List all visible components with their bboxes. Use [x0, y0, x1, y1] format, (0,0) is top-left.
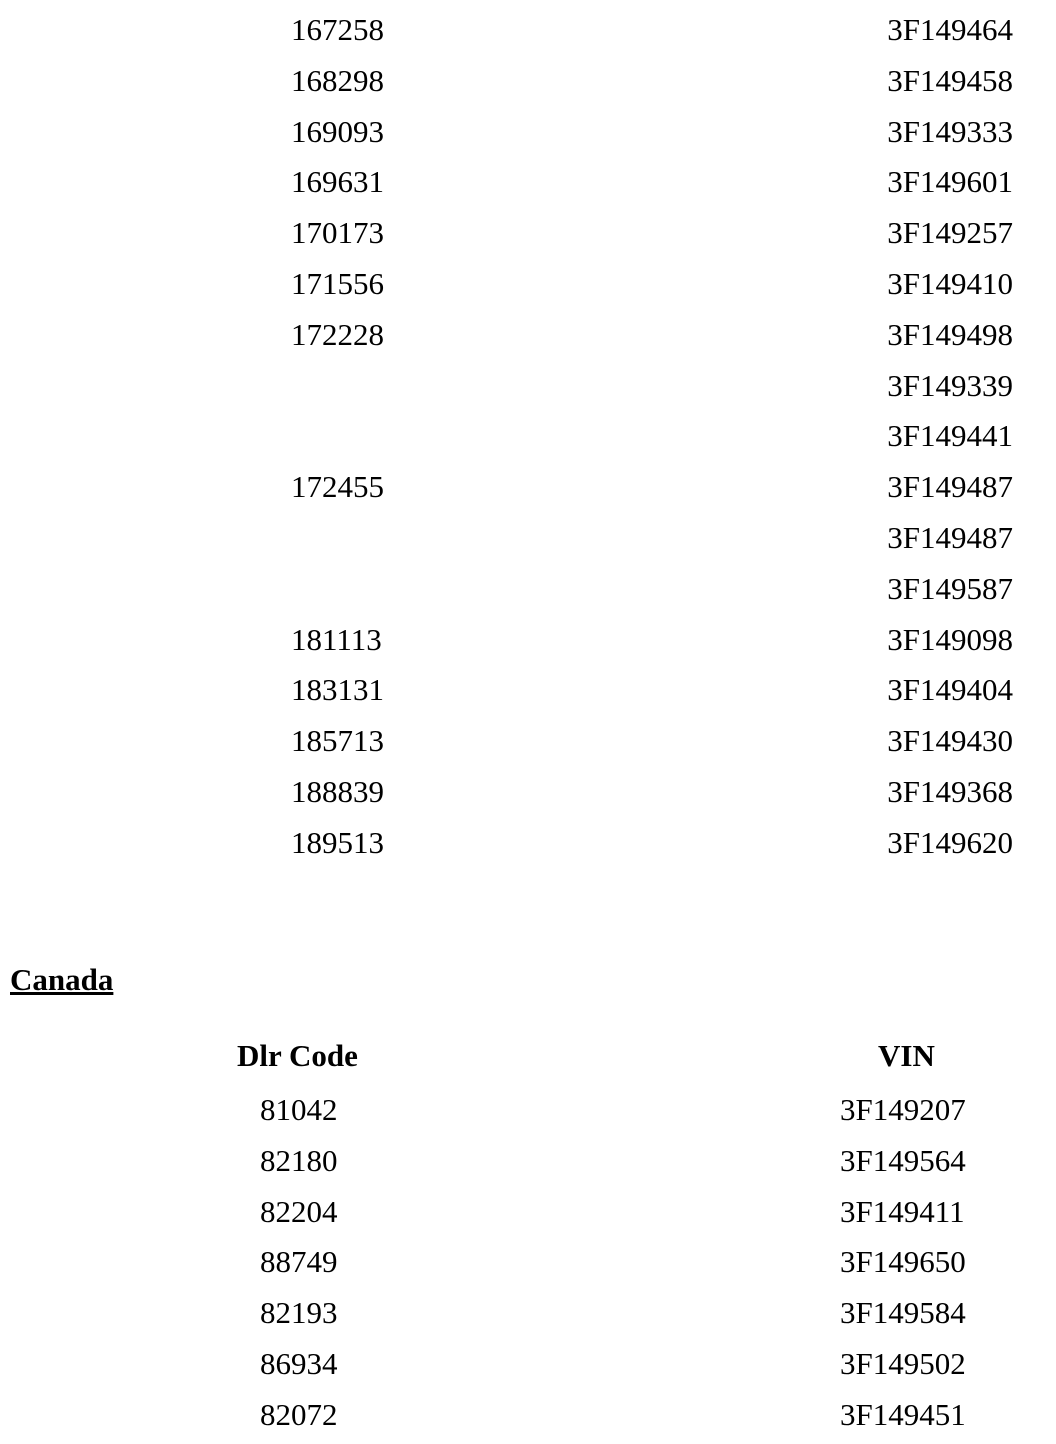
canada-dealer-vin-table	[0, 1088, 1056, 1444]
vin: 3F149620	[887, 824, 1013, 860]
dealer-code: 172455	[291, 469, 384, 505]
table-row	[0, 160, 1056, 211]
vin: 3F149587	[887, 570, 1013, 606]
dealer-code: 181113	[291, 621, 382, 657]
dealer-code: 82180	[260, 1142, 338, 1178]
dealer-code: 169093	[291, 113, 384, 149]
vin: 3F149404	[887, 672, 1013, 708]
top-dealer-vin-table	[0, 8, 1056, 872]
dealer-code: 185713	[291, 723, 384, 759]
table-row	[0, 1393, 1056, 1444]
vin: 3F149464	[887, 12, 1013, 47]
table-row	[0, 618, 1056, 669]
table-row	[0, 770, 1056, 821]
vin: 3F149601	[887, 164, 1013, 200]
dealer-code: 86934	[260, 1345, 338, 1381]
canada-table-header	[0, 1038, 1056, 1082]
table-row	[0, 110, 1056, 161]
dealer-code: 82193	[260, 1295, 338, 1331]
vin: 3F149487	[887, 519, 1013, 555]
table-row	[0, 59, 1056, 110]
table-row	[0, 1088, 1056, 1139]
dealer-code: 81042	[260, 1092, 338, 1127]
table-row	[0, 1240, 1056, 1291]
vin: 3F149207	[840, 1092, 966, 1127]
vin: 3F149410	[887, 265, 1013, 301]
table-row	[0, 1139, 1056, 1190]
dealer-code: 169631	[291, 164, 384, 200]
dealer-code: 88749	[260, 1244, 338, 1280]
table-row	[0, 1342, 1056, 1393]
vin: 3F149564	[840, 1142, 966, 1178]
vin: 3F149098	[887, 621, 1013, 657]
vin: 3F149502	[840, 1345, 966, 1381]
dealer-code: 167258	[291, 12, 384, 47]
table-row	[0, 1291, 1056, 1342]
column-header-dlr-code: Dlr Code	[237, 1038, 358, 1073]
vin: 3F149333	[887, 113, 1013, 149]
dealer-code: 170173	[291, 215, 384, 251]
vin: 3F149451	[840, 1396, 966, 1432]
vin: 3F149368	[887, 773, 1013, 809]
dealer-code: 168298	[291, 62, 384, 98]
vin: 3F149339	[887, 367, 1013, 403]
table-row	[0, 668, 1056, 719]
table-row	[0, 313, 1056, 364]
dealer-code: 82072	[260, 1396, 338, 1432]
vin: 3F149441	[887, 418, 1013, 454]
table-row	[0, 364, 1056, 415]
vin: 3F149257	[887, 215, 1013, 251]
column-header-vin: VIN	[878, 1038, 935, 1073]
table-row	[0, 8, 1056, 59]
vin: 3F149411	[840, 1193, 965, 1229]
table-row	[0, 516, 1056, 567]
table-row	[0, 719, 1056, 770]
vin: 3F149430	[887, 723, 1013, 759]
table-row	[0, 262, 1056, 313]
table-row	[0, 567, 1056, 618]
table-row	[0, 211, 1056, 262]
dealer-code: 172228	[291, 316, 384, 352]
vin: 3F149458	[887, 62, 1013, 98]
dealer-code: 171556	[291, 265, 384, 301]
table-row	[0, 821, 1056, 872]
table-row	[0, 414, 1056, 465]
canada-section-title: Canada	[10, 962, 114, 997]
vin: 3F149650	[840, 1244, 966, 1280]
dealer-code: 183131	[291, 672, 384, 708]
dealer-code: 188839	[291, 773, 384, 809]
vin: 3F149584	[840, 1295, 966, 1331]
table-row	[0, 1190, 1056, 1241]
dealer-code: 189513	[291, 824, 384, 860]
vin: 3F149498	[887, 316, 1013, 352]
table-row	[0, 465, 1056, 516]
vin: 3F149487	[887, 469, 1013, 505]
dealer-code: 82204	[260, 1193, 338, 1229]
